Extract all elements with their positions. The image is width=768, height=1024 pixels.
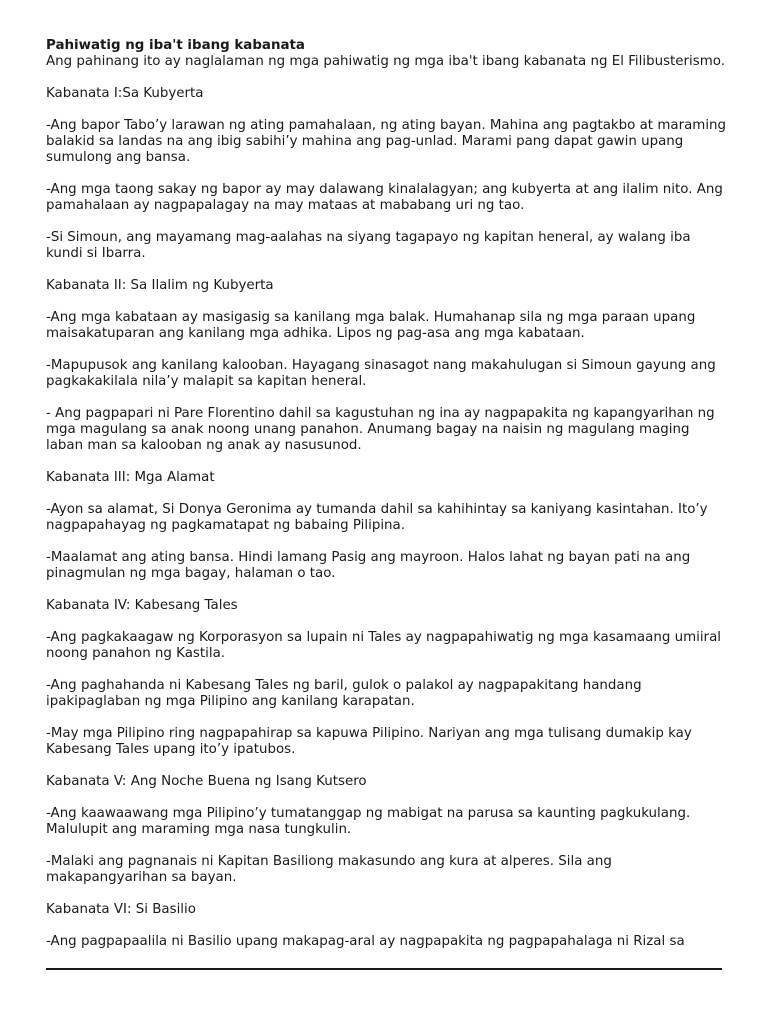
page-divider xyxy=(46,968,722,970)
chapter-section xyxy=(46,902,728,950)
chapter-section xyxy=(46,598,728,758)
chapter-paragraph: -May mga Pilipino ring nagpapahirap sa kapuwa Pilipino. Nariyan ang mga tulisang dumakip kay Kabesang Tales upang ito’y ipatubos. xyxy=(46,726,692,757)
chapter-paragraph: -Mapupusok ang kanilang kalooban. Hayagang sinasagot nang makahulugan si Simoun gayung ang pagkakakilala nila’y malapit sa kapitan heneral. xyxy=(46,358,716,389)
chapter-list xyxy=(46,86,728,950)
chapter-paragraph: -Ang pagkakaagaw ng Korporasyon sa lupain ni Tales ay nagpapahiwatig ng mga kasamaang umiiral noong panahon ng Kastila. xyxy=(46,630,721,661)
document-title: Pahiwatig ng iba't ibang kabanata xyxy=(46,38,305,53)
chapter-paragraph: -Ang mga kabataan ay masigasig sa kanilang mga balak. Humahanap sila ng mga paraan upang maisakatuparan ang kanilang mga adhika. Lipos ng pag-asa ang mga kabataan. xyxy=(46,310,696,341)
chapter-paragraph: -Malaki ang pagnanais ni Kapitan Basiliong makasundo ang kura at alperes. Sila ang makapangyarihan sa bayan. xyxy=(46,854,612,885)
chapter-paragraph: - Ang pagpapari ni Pare Florentino dahil sa kagustuhan ng ina ay nagpapakita ng kapangyarihan ng mga magulang sa anak noong unang panahon. Anumang bagay na naisin ng magulang maging laban man sa kalooban ng anak ay nasusunod. xyxy=(46,406,715,453)
chapter-heading: Kabanata IV: Kabesang Tales xyxy=(46,598,238,613)
chapter-paragraph: -Si Simoun, ang mayamang mag-aalahas na siyang tagapayo ng kapitan heneral, ay walang iba kundi si Ibarra. xyxy=(46,230,691,261)
chapter-paragraph: -Ang kaawaawang mga Pilipino’y tumatanggap ng mabigat na parusa sa kaunting pagkukulang. Malulupit ang maraming mga nasa tungkulin. xyxy=(46,806,691,837)
chapter-heading: Kabanata V: Ang Noche Buena ng Isang Kutsero xyxy=(46,774,367,789)
chapter-section xyxy=(46,278,728,454)
chapter-section xyxy=(46,86,728,262)
document-intro: Ang pahinang ito ay naglalaman ng mga pahiwatig ng mga iba't ibang kabanata ng El Filibusterismo. xyxy=(46,54,725,69)
chapter-paragraph: -Ang pagpapaalila ni Basilio upang makapag-aral ay nagpapakita ng pagpapahalaga ni Rizal sa xyxy=(46,934,685,949)
chapter-heading: Kabanata II: Sa Ilalim ng Kubyerta xyxy=(46,278,274,293)
chapter-section xyxy=(46,774,728,886)
chapter-paragraph: -Ang paghahanda ni Kabesang Tales ng baril, gulok o palakol ay nagpapakitang handang ipakipaglaban ng mga Pilipino ang kanilang karapatan. xyxy=(46,678,642,709)
chapter-paragraph: -Ayon sa alamat, Si Donya Geronima ay tumanda dahil sa kahihintay sa kaniyang kasintahan. Ito’y nagpapahayag ng pagkamatapat ng babaing Pilipina. xyxy=(46,502,708,533)
chapter-paragraph: -Ang bapor Tabo’y larawan ng ating pamahalaan, ng ating bayan. Mahina ang pagtakbo at maraming balakid sa landas na ang ibig sabihi’y mahina ang pag-unlad. Marami pang dapat gawin upang sumulong ang bansa. xyxy=(46,118,727,165)
chapter-paragraph: -Maalamat ang ating bansa. Hindi lamang Pasig ang mayroon. Halos lahat ng bayan pati na ang pinagmulan ng mga bagay, halaman o tao. xyxy=(46,550,691,581)
chapter-section xyxy=(46,470,728,582)
chapter-paragraph: -Ang mga taong sakay ng bapor ay may dalawang kinalalagyan; ang kubyerta at ang ilalim nito. Ang pamahalaan ay nagpapalagay na may mataas at mababang uri ng tao. xyxy=(46,182,723,213)
chapter-heading: Kabanata I:Sa Kubyerta xyxy=(46,86,204,101)
chapter-heading: Kabanata III: Mga Alamat xyxy=(46,470,215,485)
chapter-heading: Kabanata VI: Si Basilio xyxy=(46,902,196,917)
